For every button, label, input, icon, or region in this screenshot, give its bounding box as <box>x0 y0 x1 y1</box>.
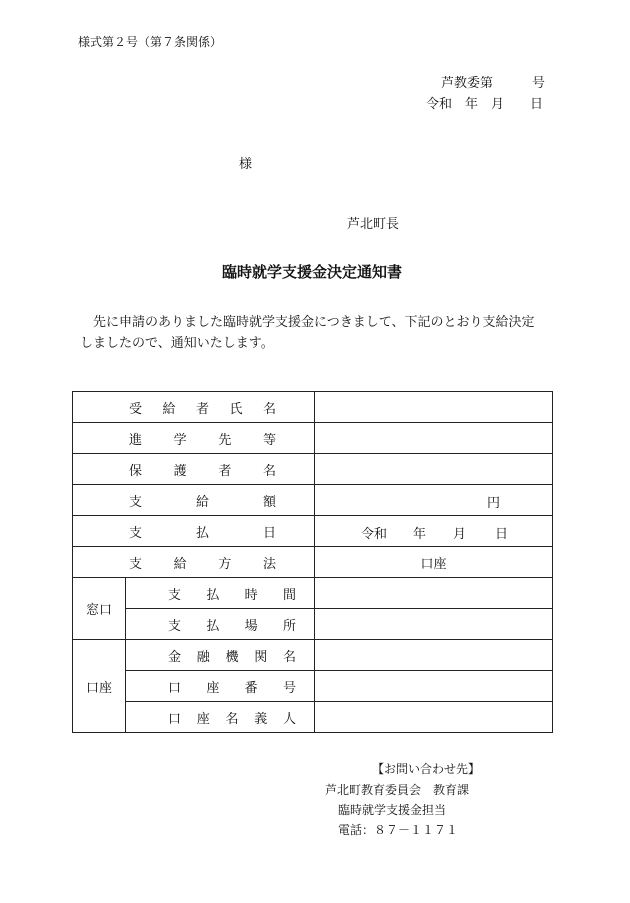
payment-place-field[interactable] <box>315 609 553 640</box>
label-payment-time: 支払時間 <box>126 578 315 609</box>
table-row <box>73 671 553 702</box>
account-number-field[interactable] <box>315 671 553 702</box>
sender-name: 芦北町長 <box>347 217 400 232</box>
date-year: 年 <box>413 527 427 542</box>
date-day: 日 <box>495 527 509 542</box>
table-row <box>73 547 553 578</box>
reference-number: 芦教委第 号 <box>441 76 546 91</box>
label-payment-place: 支払場所 <box>126 609 315 640</box>
table-row <box>73 609 553 640</box>
contact-person: 臨時就学支援金担当 <box>338 803 447 817</box>
label-amount: 支給額 <box>73 485 315 516</box>
form-number: 様式第２号（第７条関係） <box>78 35 223 49</box>
contact-heading: 【お問い合わせ先】 <box>372 762 481 776</box>
payment-time-field[interactable] <box>315 578 553 609</box>
label-guardian-name: 保護者名 <box>73 454 315 485</box>
table-row <box>73 423 553 454</box>
issue-date: 令和 年 月 日 <box>426 97 544 112</box>
body-line-2: しましたので、通知いたします。 <box>80 336 274 351</box>
guardian-name-field[interactable] <box>315 454 553 485</box>
table-row <box>73 702 553 733</box>
date-month: 月 <box>453 527 467 542</box>
table-row <box>73 516 553 547</box>
contact-phone: 電話：８７－１１７１ <box>338 823 459 837</box>
table-row <box>73 392 553 423</box>
label-recipient-name: 受給者氏名 <box>73 392 315 423</box>
group-window: 窓口 <box>73 578 126 640</box>
label-destination: 進学先等 <box>73 423 315 454</box>
notice-table <box>72 391 553 733</box>
recipient-name-field[interactable] <box>315 392 553 423</box>
amount-field[interactable] <box>315 485 553 516</box>
label-payment-date: 支払日 <box>73 516 315 547</box>
label-bank-name: 金融機関名 <box>126 640 315 671</box>
table-row <box>73 578 553 609</box>
date-era: 令和 <box>361 527 388 542</box>
destination-field[interactable] <box>315 423 553 454</box>
table-row <box>73 485 553 516</box>
group-account: 口座 <box>73 640 126 733</box>
payment-method-field[interactable]: 口座 <box>315 547 553 578</box>
table-row <box>73 640 553 671</box>
bank-name-field[interactable] <box>315 640 553 671</box>
payment-date-field[interactable] <box>315 516 553 547</box>
document-title: 臨時就学支援金決定通知書 <box>222 263 403 281</box>
account-holder-field[interactable] <box>315 702 553 733</box>
contact-office: 芦北町教育委員会 教育課 <box>325 783 470 797</box>
label-account-number: 口座番号 <box>126 671 315 702</box>
body-line-1: 先に申請のありました臨時就学支援金につきまして、下記のとおり支給決定 <box>93 315 535 330</box>
yen-unit: 円 <box>487 496 501 511</box>
label-payment-method: 支給方法 <box>73 547 315 578</box>
label-account-holder: 口座名義人 <box>126 702 315 733</box>
addressee-honorific: 様 <box>239 157 253 172</box>
table-row <box>73 454 553 485</box>
